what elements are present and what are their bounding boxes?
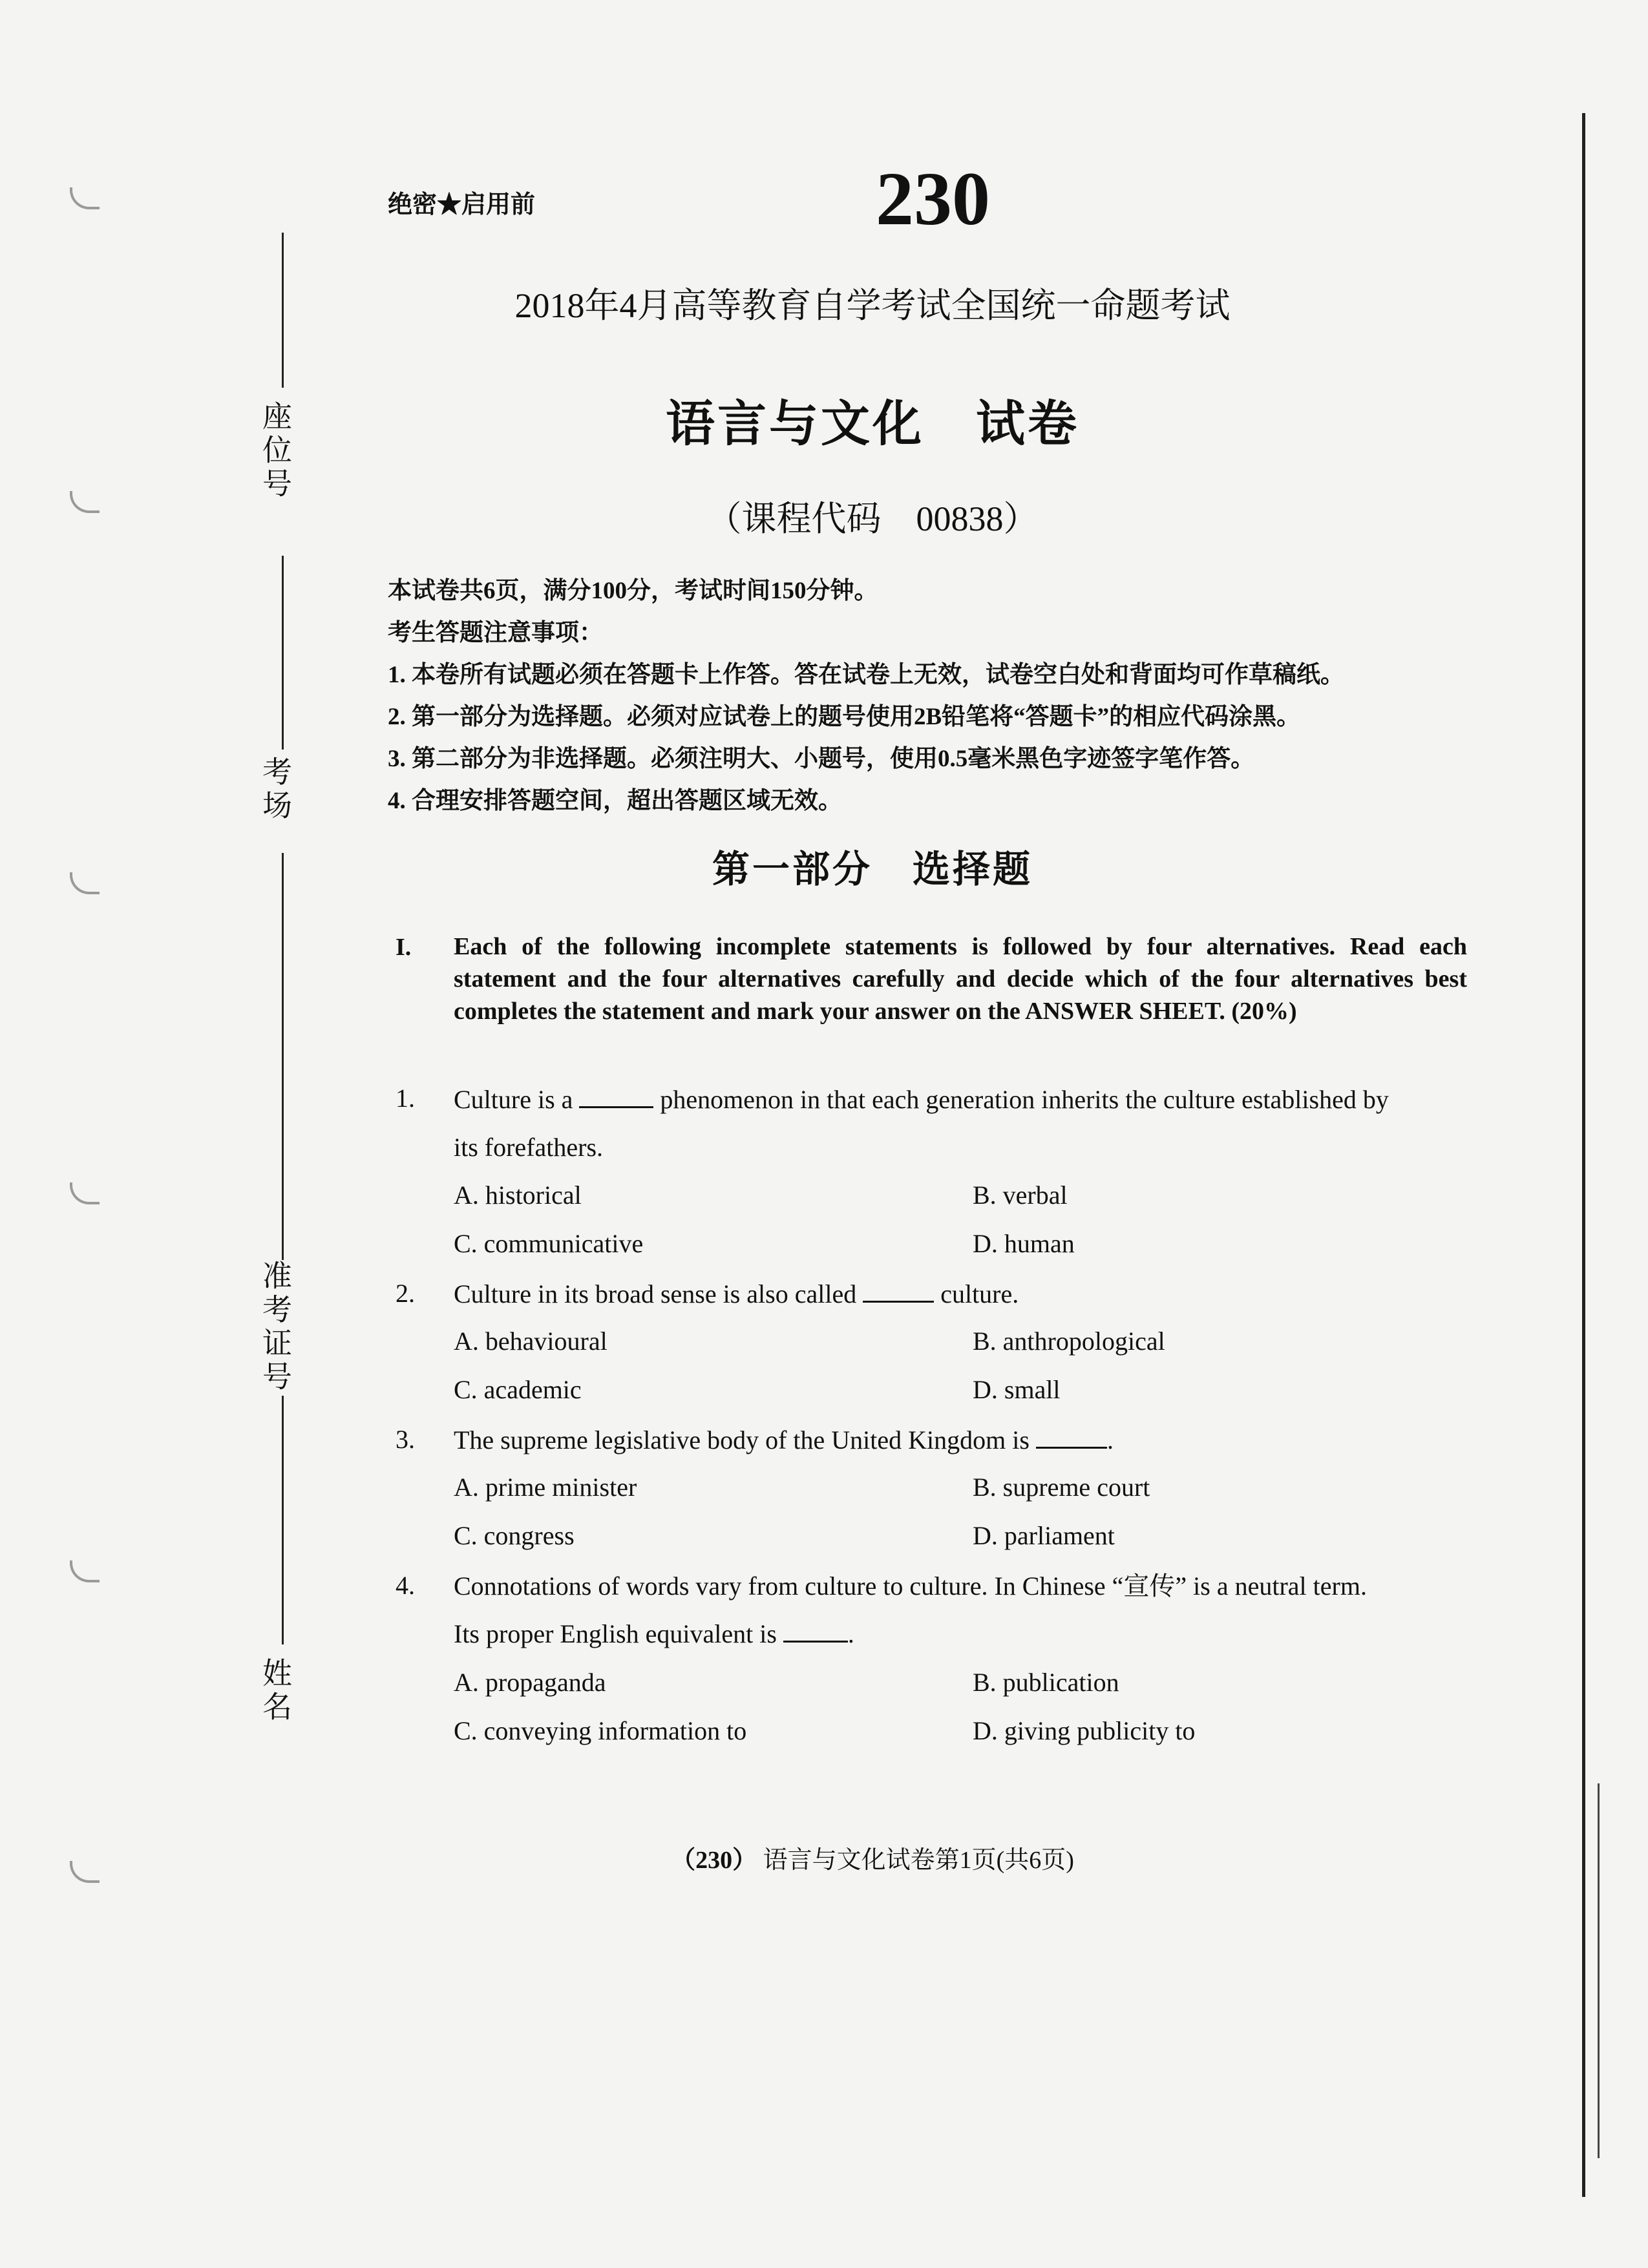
- name-line: [282, 1396, 284, 1644]
- stem-text: .: [847, 1619, 854, 1648]
- paper-summary: 本试卷共6页，满分100分，考试时间150分钟。: [388, 578, 878, 604]
- option: D. giving publicity to: [973, 1716, 1196, 1745]
- answer-blank: [783, 1620, 848, 1643]
- stem-text: .: [1106, 1425, 1114, 1454]
- exam-room-label: 考场: [259, 756, 291, 823]
- exam-room-line: [282, 556, 284, 750]
- answer-blank: [579, 1086, 653, 1108]
- stem-text: culture.: [940, 1279, 1019, 1308]
- option: D. human: [973, 1229, 1075, 1258]
- stem-text: Connotations of words vary from culture to culture. In Chinese “宣传” is a neutral term.: [454, 1571, 1367, 1601]
- punch-hole-mark: [70, 1560, 100, 1582]
- option: C. academic: [454, 1375, 582, 1404]
- paper-code: 230: [876, 156, 990, 241]
- punch-hole-mark: [70, 187, 100, 209]
- option: A. historical: [454, 1181, 582, 1210]
- stem-text: Culture in its broad sense is also called: [454, 1279, 857, 1308]
- option: D. small: [973, 1375, 1061, 1404]
- question-stem: [454, 1562, 1475, 1658]
- notice-heading: 考生答题注意事项：: [388, 620, 603, 646]
- option: A. prime minister: [454, 1473, 637, 1502]
- exam-title: 2018年4月高等教育自学考试全国统一命题考试: [514, 286, 1231, 325]
- option: D. parliament: [973, 1521, 1115, 1550]
- punch-hole-mark: [70, 872, 100, 894]
- admission-number-label: 准考证号: [259, 1260, 291, 1394]
- stem-text: its forefathers.: [454, 1133, 604, 1162]
- question-number: 1.: [396, 1084, 415, 1113]
- notice-item: 2. 第一部分为选择题。必须对应试卷上的题号使用2B铅笔将“答题卡”的相应代码涂黑。: [388, 704, 1301, 730]
- seat-number-line: [282, 233, 284, 388]
- notice-item: 4. 合理安排答题空间，超出答题区域无效。: [388, 788, 842, 814]
- part-number: I.: [396, 934, 412, 961]
- option: C. congress: [454, 1521, 575, 1550]
- punch-hole-mark: [70, 491, 100, 513]
- option: C. conveying information to: [454, 1716, 747, 1745]
- option: B. anthropological: [973, 1327, 1165, 1356]
- option: B. supreme court: [973, 1473, 1150, 1502]
- option: A. propaganda: [454, 1668, 606, 1697]
- page-edge-rule: [1598, 1783, 1600, 2158]
- footer-text: 语言与文化试卷第1页(共6页): [763, 1847, 1074, 1874]
- subject-title: 语言与文化 试卷: [666, 397, 1079, 452]
- question-number: 3.: [396, 1425, 415, 1454]
- part-instruction: Each of the following incomplete statements is followed by four alternatives. Read each statement and the four alternatives carefully and decide which of the four alternatives best completes the statement and mark your answer on the ANSWER SHEET. (20%): [454, 933, 1467, 1025]
- page-footer: [388, 1840, 1357, 1875]
- question-number: 4.: [396, 1571, 415, 1600]
- section-title: 第一部分 选择题: [712, 848, 1033, 890]
- notice-item: 3. 第二部分为非选择题。必须注明大、小题号，使用0.5毫米黑色字迹签字笔作答。: [388, 746, 1255, 772]
- punch-hole-mark: [70, 1182, 100, 1204]
- name-label: 姓名: [259, 1657, 291, 1725]
- secret-mark: 绝密★启用前: [388, 191, 536, 218]
- stem-text: phenomenon in that each generation inherits the culture established by: [660, 1085, 1389, 1114]
- option: B. verbal: [973, 1181, 1068, 1210]
- stem-text: The supreme legislative body of the United Kingdom is: [454, 1425, 1030, 1454]
- admission-number-line: [282, 853, 284, 1260]
- page-edge-rule: [1582, 113, 1585, 2197]
- question-number: 2.: [396, 1279, 415, 1308]
- answer-blank: [863, 1280, 934, 1303]
- question-stem: [454, 1270, 1475, 1318]
- punch-hole-mark: [70, 1861, 100, 1883]
- seat-number-label: 座位号: [259, 401, 291, 501]
- question-stem: [454, 1076, 1475, 1171]
- option: C. communicative: [454, 1229, 644, 1258]
- notice-item: 1. 本卷所有试题必须在答题卡上作答。答在试卷上无效，试卷空白处和背面均可作草稿纸。: [388, 662, 1344, 688]
- stem-text: Its proper English equivalent is: [454, 1619, 777, 1648]
- stem-text: Culture is a: [454, 1085, 573, 1114]
- question-stem: [454, 1416, 1475, 1464]
- option: B. publication: [973, 1668, 1119, 1697]
- option: A. behavioural: [454, 1327, 607, 1356]
- answer-blank: [1036, 1426, 1107, 1449]
- footer-code: （230）: [671, 1847, 757, 1874]
- course-code: （课程代码 00838）: [706, 499, 1039, 538]
